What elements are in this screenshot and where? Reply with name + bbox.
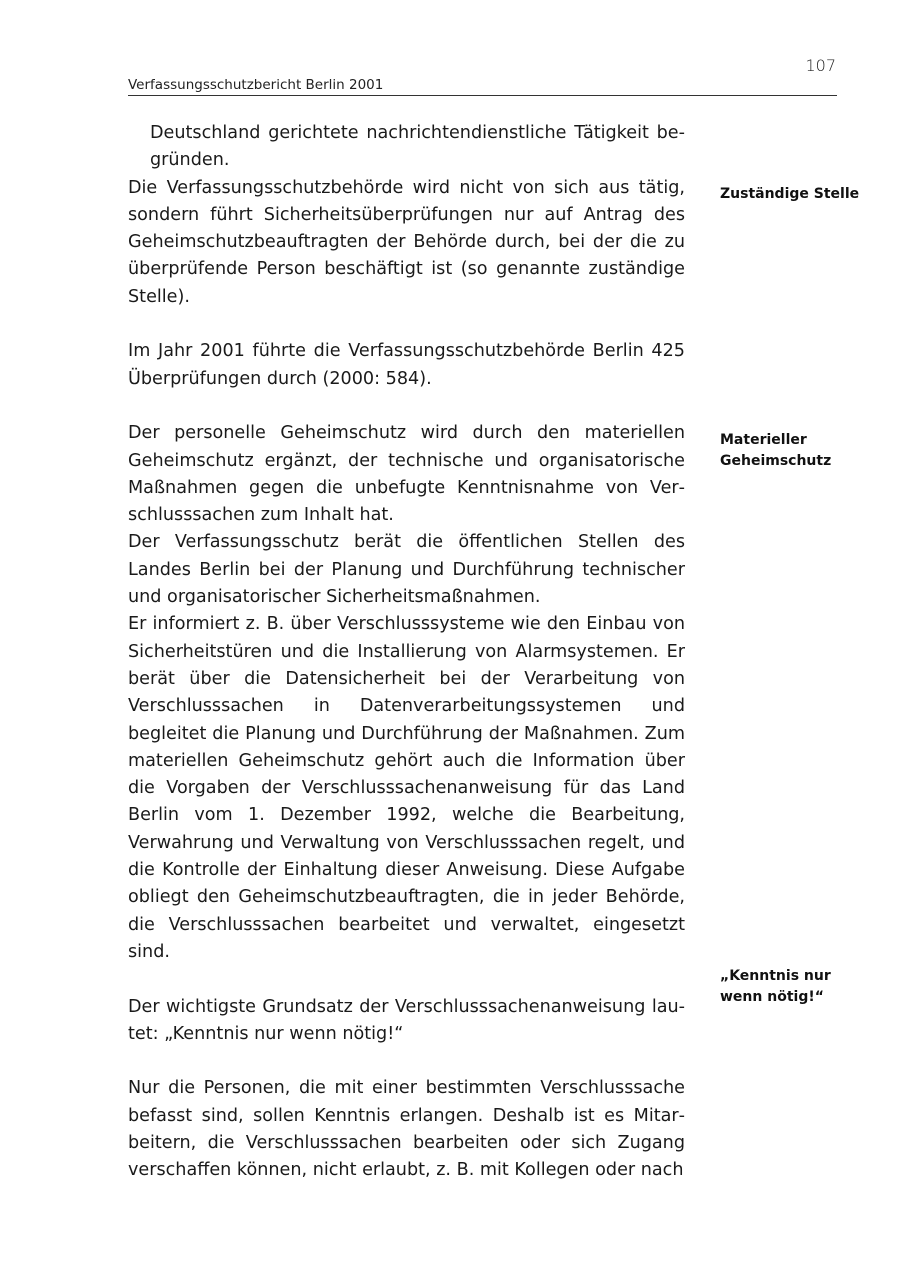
paragraph: Der wichtigste Grundsatz der Verschlusssachenanweisung lautet: „Kenntnis nur wenn nötig!“ — [128, 996, 685, 1044]
paragraph: Nur die Personen, die mit einer bestimmten Verschlusssache befasst sind, sollen Kenntnis erlangen. Deshalb ist es Mitarbeitern, die Verschlusssachen bearbeiten oder sich Zugang verschaffen können, nicht erlaubt, z. B. mit Kollegen oder nach — [128, 1078, 685, 1181]
margin-note-kenntnis: „Kenntnis nur wenn nötig!“ — [720, 968, 831, 1005]
paragraph: Er informiert z. B. über Verschlusssysteme wie den Einbau von Sicherheitstüren und die Installierung von Alarmsystemen. Er berät über die Datensicherheit bei der Verarbeitung von Verschlusssachen in Datenverarbeitungssystemen und begleitet die Planung und Durchführung der Maßnahmen. Zum materiellen Geheimschutz gehört auch die Information über die Vorgaben der Verschlusssachenanweisung für das Land Berlin vom 1. Dezember 1992, welche die Bearbeitung, Verwahrung und Verwaltung von Verschlusssachen regelt, und die Kontrolle der Einhaltung dieser Anweisung. Diese Aufgabe obliegt den Geheimschutzbeauftragten, die in jeder Behörde, die Verschlusssachen bearbeitet und verwaltet, eingesetzt sind. — [128, 614, 685, 962]
paragraph: Der Verfassungsschutz berät die öffentlichen Stellen des Landes Berlin bei der Planung und Durchführung technischer und organisatorischer Sicherheitsmaßnahmen. — [128, 532, 685, 608]
header-rule — [128, 95, 837, 96]
paragraph: Im Jahr 2001 führte die Verfassungsschutzbehörde Berlin 425 Überprüfungen durch (2000: 584). — [128, 341, 685, 389]
paragraph: Deutschland gerichtete nachrichtendienstliche Tätigkeit begründen. — [150, 123, 685, 171]
margin-note-zustaendige-stelle: Zuständige Stelle — [720, 186, 860, 202]
running-header: Verfassungsschutzbericht Berlin 2001 — [128, 77, 384, 93]
paragraph: Der personelle Geheimschutz wird durch den materiellen Geheimschutz ergänzt, der technische und organisatorische Maßnahmen gegen die unbefugte Kenntnisnahme von Verschlusssachen zum Inhalt hat. — [128, 423, 685, 526]
body-text — [128, 120, 685, 1185]
page-number: 107 — [805, 56, 836, 75]
paragraph: Die Verfassungsschutzbehörde wird nicht von sich aus tätig, sondern führt Sicherheitsüberprüfungen nur auf Antrag des Geheimschutzbeauftragten der Behörde durch, bei der die zu überprüfende Person beschäftigt ist (so genannte zuständige Stelle). — [128, 177, 685, 307]
margin-note-materieller-geheimschutz: Materieller Geheimschutz — [720, 432, 832, 469]
